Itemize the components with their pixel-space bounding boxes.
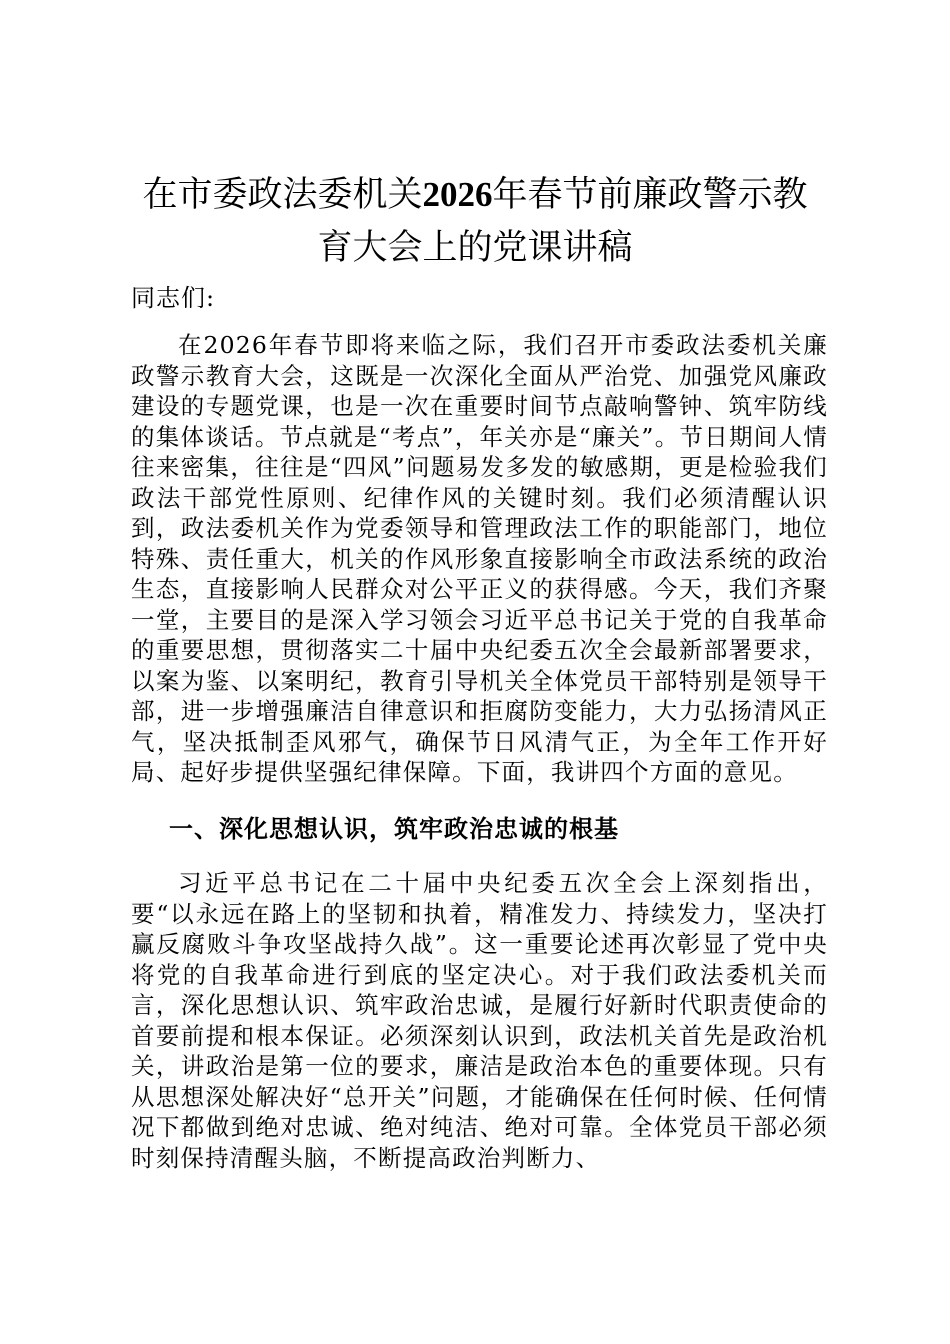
title-text-a: 在市委政法委机关 [142,175,423,215]
section-heading-1: 一、深化思想认识，筑牢政治忠诚的根基 [169,815,619,843]
salutation: 同志们: [131,284,216,312]
title-text-b: 年春节前廉政警示教 [492,175,808,215]
body-paragraph-2: 习近平总书记在二十届中央纪委五次全会上深刻指出，要“以永远在路上的坚韧和执着，精准发力、持续发力，坚决打赢反腐败斗争攻坚战持久战”。这一重要论述再次彰显了党中央将党的自我革命进行到底的坚定决心。对于我们政法委机关而言，深化思想认识、筑牢政治忠诚，是履行好新时代职责使命的首要前提和根本保证。必须深刻认识到，政法机关首先是政治机关，讲政治是第一位的要求，廉洁是政治本色的重要体现。只有从思想深处解决好“总开关”问题，才能确保在任何时候、任何情况下都做到绝对忠诚、绝对纯洁、绝对可靠。全体党员干部必须时刻保持清醒头脑，不断提高政治判断力、 [131,869,828,1172]
body-paragraph-1: 在2026年春节即将来临之际，我们召开市委政法委机关廉政警示教育大会，这既是一次深化全面从严治党、加强党风廉政建设的专题党课，也是一次在重要时间节点敲响警钟、筑牢防线的集体谈话。节点就是“考点”，年关亦是“廉关”。节日期间人情往来密集，往往是“四风”问题易发多发的敏感期，更是检验我们政法干部党性原则、纪律作风的关键时刻。我们必须清醒认识到，政法委机关作为党委领导和管理政法工作的职能部门，地位特殊、责任重大，机关的作风形象直接影响全市政法系统的政治生态，直接影响人民群众对公平正义的获得感。今天，我们齐聚一堂，主要目的是深入学习领会习近平总书记关于党的自我革命的重要思想，贯彻落实二十届中央纪委五次全会最新部署要求，以案为鉴、以案明纪，教育引导机关全体党员干部特别是领导干部，进一步增强廉洁自律意识和拒腐防变能力，大力弘扬清风正气，坚决抵制歪风邪气，确保节日风清气正，为全年工作开好局、起好步提供坚强纪律保障。下面，我讲四个方面的意见。 [131,331,828,786]
document-title [120,168,830,275]
title-year: 2026 [422,175,493,214]
title-text-line2: 育大会上的党课讲稿 [317,228,633,268]
